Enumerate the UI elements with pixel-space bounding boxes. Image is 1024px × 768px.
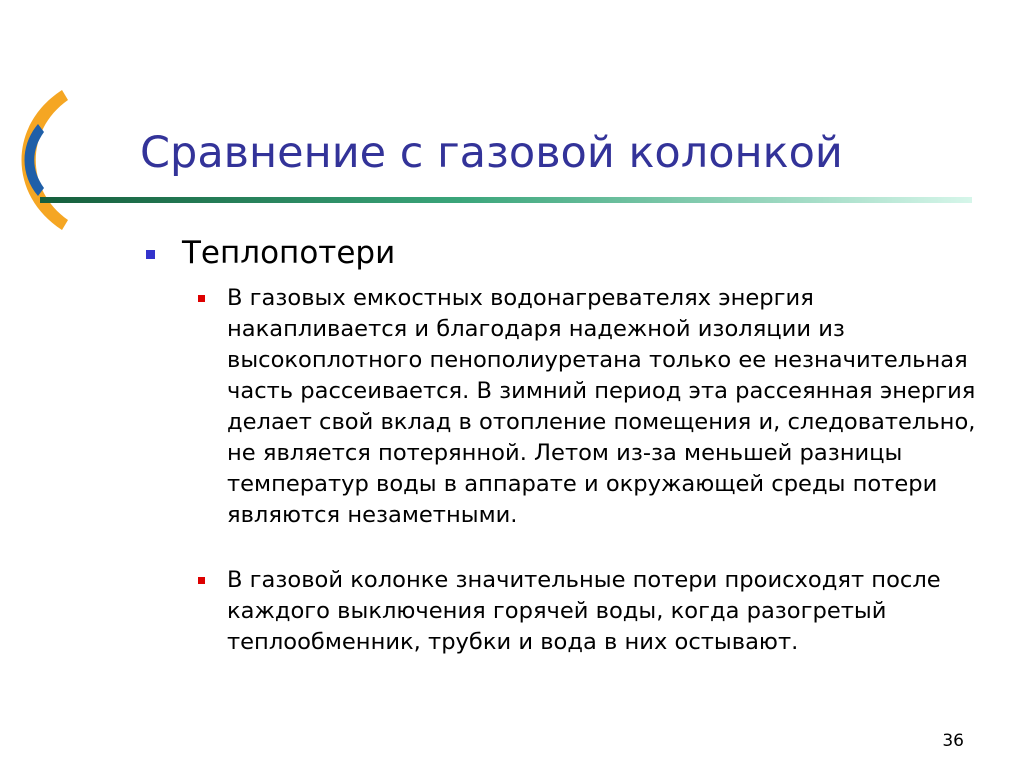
square-bullet-icon [146, 250, 155, 259]
bullet-level2-text: В газовых емкостных водонагревателях энергия накапливается и благодаря надежной изоляции из высокоплотного пенополиуретана только ее незначительная часть рассеивается. В зимний период эта рассеянная энергия делает свой вклад в отопление помещения и, следовательно, не является потерянной. Летом из-за меньшей разницы температур воды в аппарате и окружающей среды потери являются незаметными. [227, 285, 976, 528]
bullet-level2-item [190, 565, 990, 658]
slide-title: Сравнение с газовой колонкой [140, 128, 843, 178]
bullet-level1-text: Теплопотери [182, 235, 396, 271]
bullet-level2-item [190, 283, 990, 531]
title-underline [40, 197, 972, 203]
red-square-bullet-icon [198, 577, 205, 584]
page-number: 36 [942, 731, 964, 751]
bullet-level1 [140, 232, 1000, 274]
red-square-bullet-icon [198, 295, 205, 302]
bullet-level2-text: В газовой колонке значительные потери происходят после каждого выключения горячей воды, когда разогретый теплообменник, трубки и вода в них остывают. [227, 567, 941, 655]
